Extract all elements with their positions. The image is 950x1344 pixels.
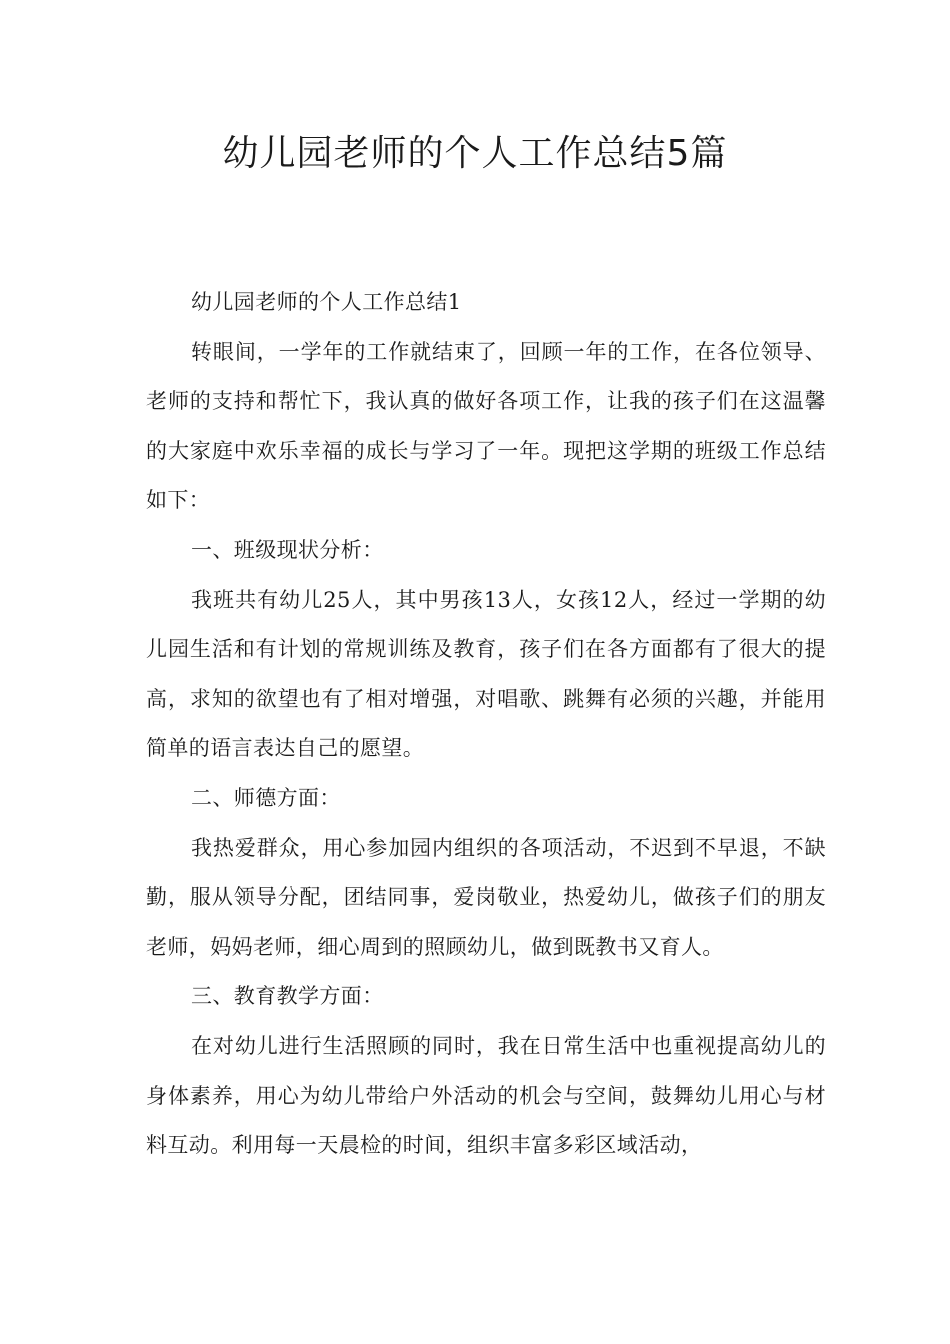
section-heading: 一、班级现状分析： <box>191 537 384 562</box>
document-title: 幼儿园老师的个人工作总结5篇 <box>222 133 728 174</box>
body-paragraph: 我热爱群众，用心参加园内组织的各项活动，不迟到不早退，不缺勤，服从领导分配，团结同事，爱岗敬业，热爱幼儿，做孩子们的朋友老师，妈妈老师，细心周到的照顾幼儿，做到既教书又育人。 <box>146 835 826 959</box>
body-paragraph: 我班共有幼儿25人，其中男孩13人，女孩12人，经过一学期的幼儿园生活和有计划的常规训练及教育，孩子们在各方面都有了很大的提高，求知的欲望也有了相对增强，对唱歌、跳舞有必须的兴趣，并能用简单的语言表达自己的愿望。 <box>146 587 826 761</box>
section-heading: 二、师德方面： <box>191 785 341 810</box>
section-heading: 三、教育教学方面： <box>191 984 384 1009</box>
body-paragraph: 转眼间，一学年的工作就结束了，回顾一年的工作，在各位领导、老师的支持和帮忙下，我认真的做好各项工作，让我的孩子们在这温馨的大家庭中欢乐幸福的成长与学习了一年。现把这学期的班级工作总结如下： <box>146 339 826 513</box>
body-paragraph: 在对幼儿进行生活照顾的同时，我在日常生活中也重视提高幼儿的身体素养，用心为幼儿带给户外活动的机会与空间，鼓舞幼儿用心与材料互动。利用每一天晨检的时间，组织丰富多彩区域活动， <box>146 1033 826 1158</box>
document-body <box>146 278 826 1171</box>
section-heading: 幼儿园老师的个人工作总结1 <box>191 290 462 314</box>
